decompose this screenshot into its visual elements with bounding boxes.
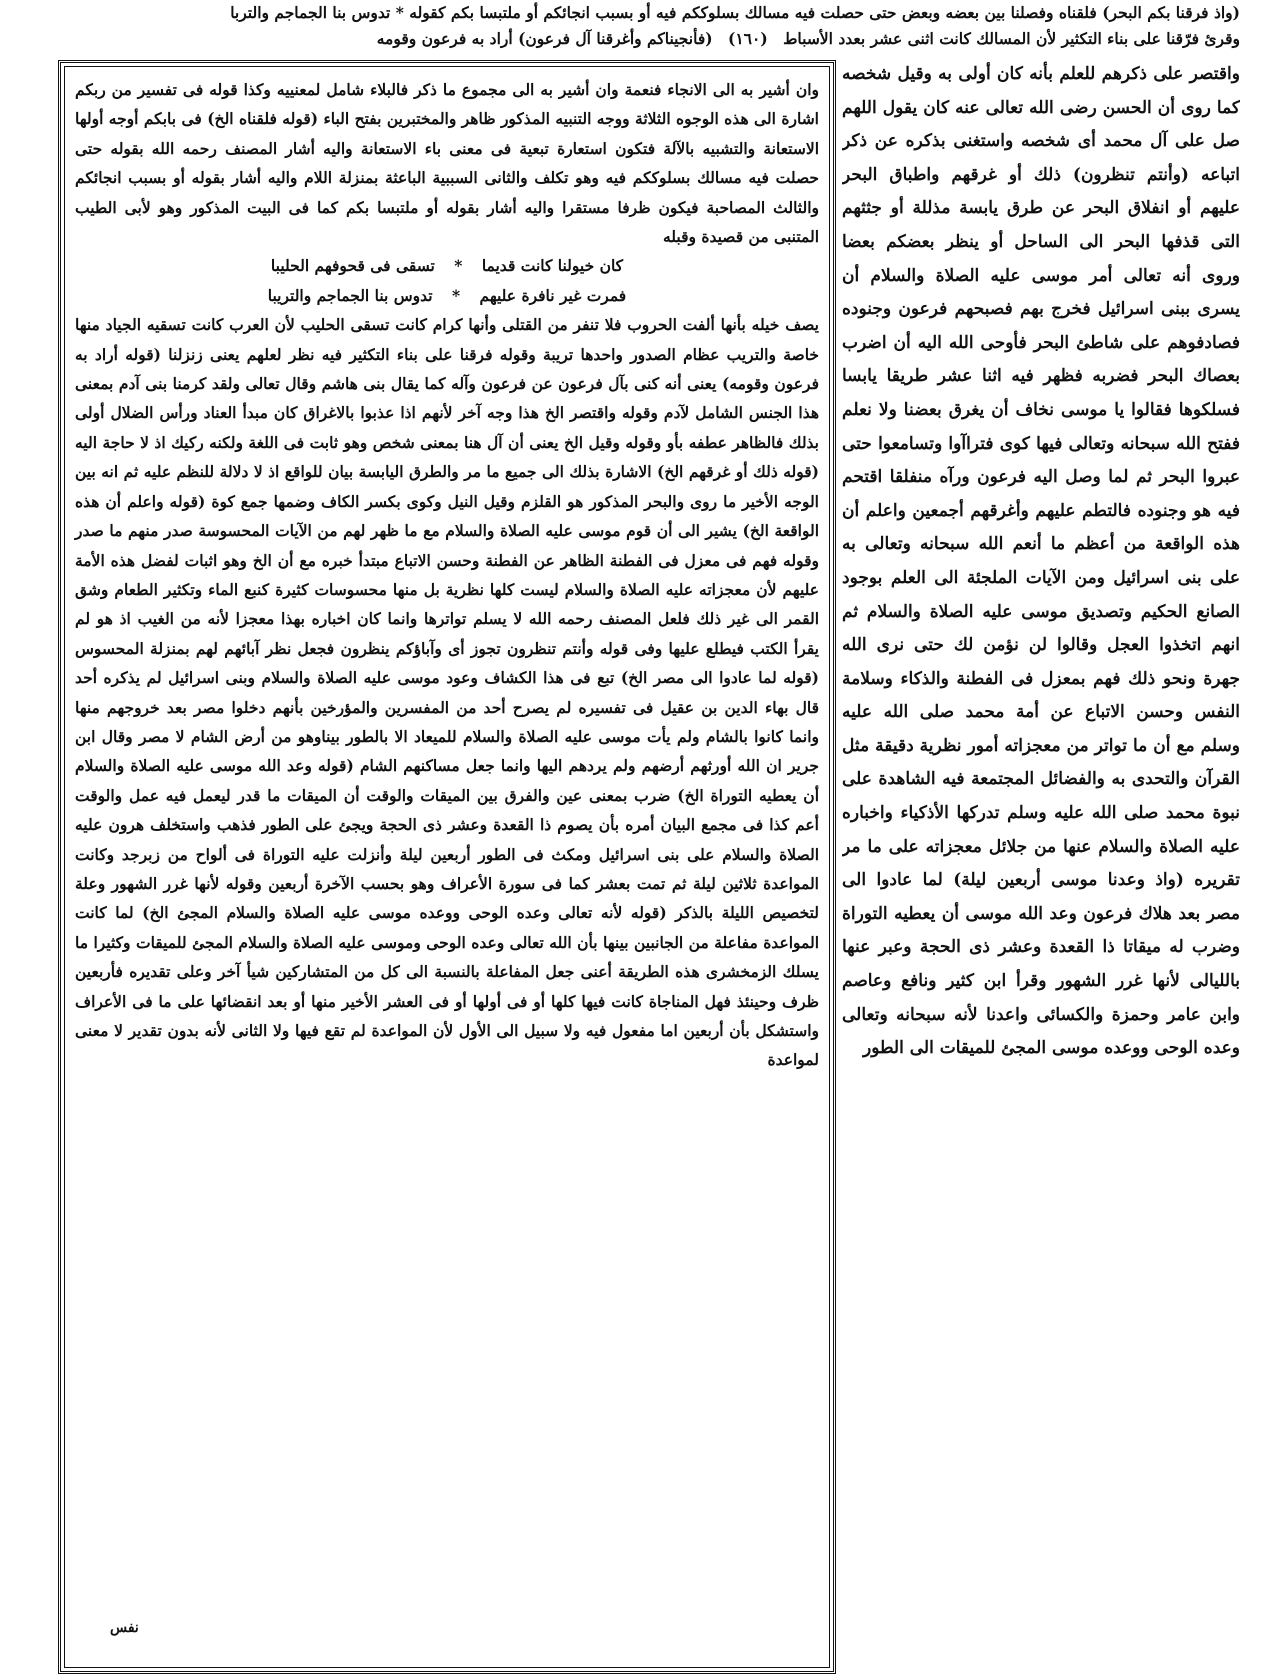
page-header (30, 0, 1240, 52)
main-commentary-frame (58, 60, 836, 1674)
catchword: نفس (110, 1620, 139, 1636)
commentary-paragraph: يصف خيله بأنها ألفت الحروب فلا تنفر من القتلى وأنها كرام كانت تسقى الحليب لأن العرب كانت تسقيه الجياد منها خاصة والتريب عظام الصدور واحدها تريبة وقوله فرقنا على بناء التكثير فيه نظر لعلهم يعنى زنزلنا (قوله أراد به فرعون وقومه) يعنى أنه كنى بآل فرعون عن فرعون وآله كما يقال بنى هاشم وقال تعالى ولقد كرمنا بنى آدم بمعنى هذا الجنس الشامل لآدم وقوله واقتصر الخ هذا وجه آخر لأنهم اذا عذبوا بالاغراق كان مبدأ العناد ورأس الضلال أولى بذلك فالظاهر عطفه بأو وقوله وقيل الخ يعنى أن آل هنا بمعنى شخص وهو ثابت فى اللغة ولكنه ركيك اذ لا حاجة اليه (قوله ذلك أو غرقهم الخ) الاشارة بذلك الى جميع ما مر والطرق اليابسة بيان للواقع اذ لا دلالة للنظم عليه ثم انه بين الوجه الأخير ما روى والبحر المذكور هو القلزم وقيل النيل وكوى بكسر الكاف وضمها جمع كوة (قوله واعلم أن هذه الواقعة الخ) يشير الى أن قوم موسى عليه الصلاة والسلام مع ما ظهر لهم من الآيات المحسوسة صدر منهم ما صدر وقوله فهم فى معزل فى الفطنة الظاهر عن الفطنة وحسن الاتباع مبتدأ خبره مع أن الخ وهو اثبات لفضل هذه الأمة عليهم لأن معجزاته عليه الصلاة والسلام ليست كلها نظرية بل منها محسوسات كثيرة كنبع الماء وتكثير الطعام وشق القمر الى غير ذلك فلعل المصنف رحمه الله لا يسلم تواترها وانما كان اخباره بهذا معجزا لأنه من الغيب اذ هو لم يقرأ الكتب فيطلع عليها وفى قوله وأنتم تنظرون تجوز أى وآباؤكم ينظرون فجعل نظر آبائهم لهم بمنزلة المحسوس (قوله لما عادوا الى مصر الخ) تبع فى هذا الكشاف وعود موسى عليه الصلاة والسلام وبنى اسرائيل لم يذكره أحد قال بهاء الدين بن عقيل فى تفسيره لم يصرح أحد من المفسرين والمؤرخين بأنهم دخلوا مصر بعد خروجهم منها وانما كانوا بالشام ولم يأت موسى عليه الصلاة والسلام للميعاد الا بالطور بيناوهو من أرض الشام لا مصر وقال ابن جرير ان الله أورثهم أرضهم ولم يردهم اليها وانما جعل مساكنهم الشام (قوله وعد الله موسى عليه الصلاة والسلام أن يعطيه التوراة الخ) ضرب بمعنى عين والفرق بين الميقات والوقت أن الميقات ما قدر ليعمل فيه عمل والوقت أعم كذا فى مجمع البيان أمره بأن يصوم ذا القعدة وعشر ذى الحجة ويجئ على الطور فذهب واستخلف هرون عليه الصلاة والسلام على بنى اسرائيل ومكث فى الطور أربعين ليلة وأنزلت عليه التوراة فى ألواح من زبرجد وكانت المواعدة ثلاثين ليلة ثم تمت بعشر كما فى سورة الأعراف وهو بحسب الآخرة أربعين وقوله لأنها غرر الشهور وعلة لتخصيص الليلة بالذكر (قوله لأنه تعالى وعده الوحى ووعده موسى عليه الصلاة والسلام المجئ الخ) لما كانت المواعدة مفاعلة من الجانبين بينها بأن الله تعالى وعده الوحى وموسى عليه الصلاة والسلام المجئ للميقات وكثيرا ما يسلك الزمخشرى هذه الطريقة أعنى جعل المفاعلة بالنسبة الى كل من المتشاركين شيأ آخر وعلى تقديره فأربعين ظرف وحينئذ فهل المناجاة كانت فيها كلها أو فى أولها أو فى العشر الأخير منها أو بعد انقضائها على ما فى الأعراف واستشكل بأن أربعين اما مفعول فيه ولا سبيل الى الأول لأن المواعدة لم تقع فيها ولا الثانى لأنه بدون تقدير لا معنى لمواعدة (75, 315, 819, 1070)
verse-2-first-hemistich: فمرت غير نافرة عليهم (479, 285, 627, 305)
header-line-1: (واذ فرقنا بكم البحر) فلقناه وفصلنا بين بعضه وبعض حتى حصلت فيه مسالك بسلوككم فيه أو بسبب انجائكم أو ملتبسا بكم كقوله * تدوس بنا الجماجم والتربا (230, 3, 1240, 22)
verse-2-second-hemistich: تدوس بنا الجماجم والتريبا (267, 285, 433, 305)
header-line-2-start: وقرئ فرّقنا على بناء التكثير لأن المسالك كانت اثنى عشر بعدد الأسباط (783, 29, 1240, 48)
margin-commentary-column (842, 58, 1240, 1648)
verse-1-first-hemistich: كان خيولنا كانت قديما (481, 256, 624, 276)
header-line-2 (30, 26, 1240, 52)
header-line-2-end: (فأنجيناكم وأغرقنا آل فرعون) أراد به فرعون وقومه (376, 29, 713, 48)
verse-separator-star: * (452, 285, 461, 305)
commentary-paragraph: وان أشير به الى الانجاء فنعمة وان أشير به الى مجموع ما ذكر فالبلاء شامل لمعنييه وكذا قوله فى تفسير من ربكم اشارة الى هذه الوجوه الثلاثة ووجه التنبيه المذكور ظاهر والمختبرين بفتح الباء (قوله فلقناه الخ) فى بابكم أوجه أولها الاستعانة والتشبيه بالآلة فتكون استعارة تبعية فى معنى باء الاستعانة واليه أشار المصنف رحمه الله بقوله حتى حصلت فيه مسالك بسلوككم فيه وهو تكلف والثانى السببية الباعثة بمنزلة اللام واليه أشار بقوله أو بسبب انجائكم والثالث المصاحبة فيكون ظرفا مستقرا واليه أشار بقوله أو ملتبسا بكم كما فى البيت المذكور وهو لأبى الطيب المتنبى من قصيدة وقبله (75, 80, 819, 247)
margin-paragraph: واقتصر على ذكرهم للعلم بأنه كان أولى به وقيل شخصه كما روى أن الحسن رضى الله تعالى عنه كان يقول اللهم صل على آل محمد أى شخصه واستغنى بذكره عن ذكر اتباعه (وأنتم تنظرون) ذلك أو غرقهم واطباق البحر عليهم أو انفلاق البحر عن طرق يابسة مذللة أو جثثهم التى قذفها البحر الى الساحل أو ينظر بعضكم بعضا وروى أنه تعالى أمر موسى عليه الصلاة والسلام أن يسرى ببنى اسرائيل فخرج بهم فصبحهم فرعون وجنوده فصادفوهم على شاطئ البحر فأوحى الله اليه أن اضرب بعصاك البحر فضربه فظهر فيه اثنا عشر طريقا يابسا فسلكوها فقالوا يا موسى نخاف أن يغرق بعضنا ولا نعلم ففتح الله سبحانه وتعالى فيها كوى فتراآوا وتسامعوا حتى عبروا البحر ثم لما وصل اليه فرعون ورآه منفلقا اقتحم فيه هو وجنوده فالتطم عليهم وأغرقهم أجمعين واعلم أن هذه الواقعة من أعظم ما أنعم الله سبحانه وتعالى به على بنى اسرائيل ومن الآيات الملجئة الى العلم بوجود الصانع الحكيم وتصديق موسى عليه الصلاة والسلام ثم انهم اتخذوا العجل وقالوا لن نؤمن لك حتى نرى الله جهرة ونحو ذلك فهم بمعزل فى الفطنة والذكاء وسلامة النفس وحسن الاتباع عن أمة محمد صلى الله عليه وسلم مع أن ما تواتر من معجزاته أمور نظرية دقيقة مثل القرآن والتحدى به والفضائل المجتمعة فيه الشاهدة على نبوة محمد صلى الله عليه وسلم تدركها الأذكياء واخباره عليه الصلاة والسلام عنها من جلائل معجزاته على ما مر تقريره (واذ وعدنا موسى أربعين ليلة) لما عادوا الى مصر بعد هلاك فرعون وعد الله موسى أن يعطيه التوراة وضرب له ميقاتا ذا القعدة وعشر ذى الحجة وعبر عنها بالليالى لأنها غرر الشهور وقرأ ابن كثير ونافع وعاصم وابن عامر وحمزة والكسائى واعدنا لأنه سبحانه وتعالى وعده الوحى ووعده موسى المجئ للميقات الى الطور (842, 64, 1240, 1059)
poem-verse-1 (75, 251, 819, 280)
poem-verse-2 (75, 281, 819, 310)
main-commentary-body (64, 66, 830, 1668)
page-number: (١٦٠) (728, 29, 768, 48)
verse-separator-star: * (454, 256, 463, 276)
verse-1-second-hemistich: تسقى فى قحوفهم الحليبا (270, 256, 435, 276)
